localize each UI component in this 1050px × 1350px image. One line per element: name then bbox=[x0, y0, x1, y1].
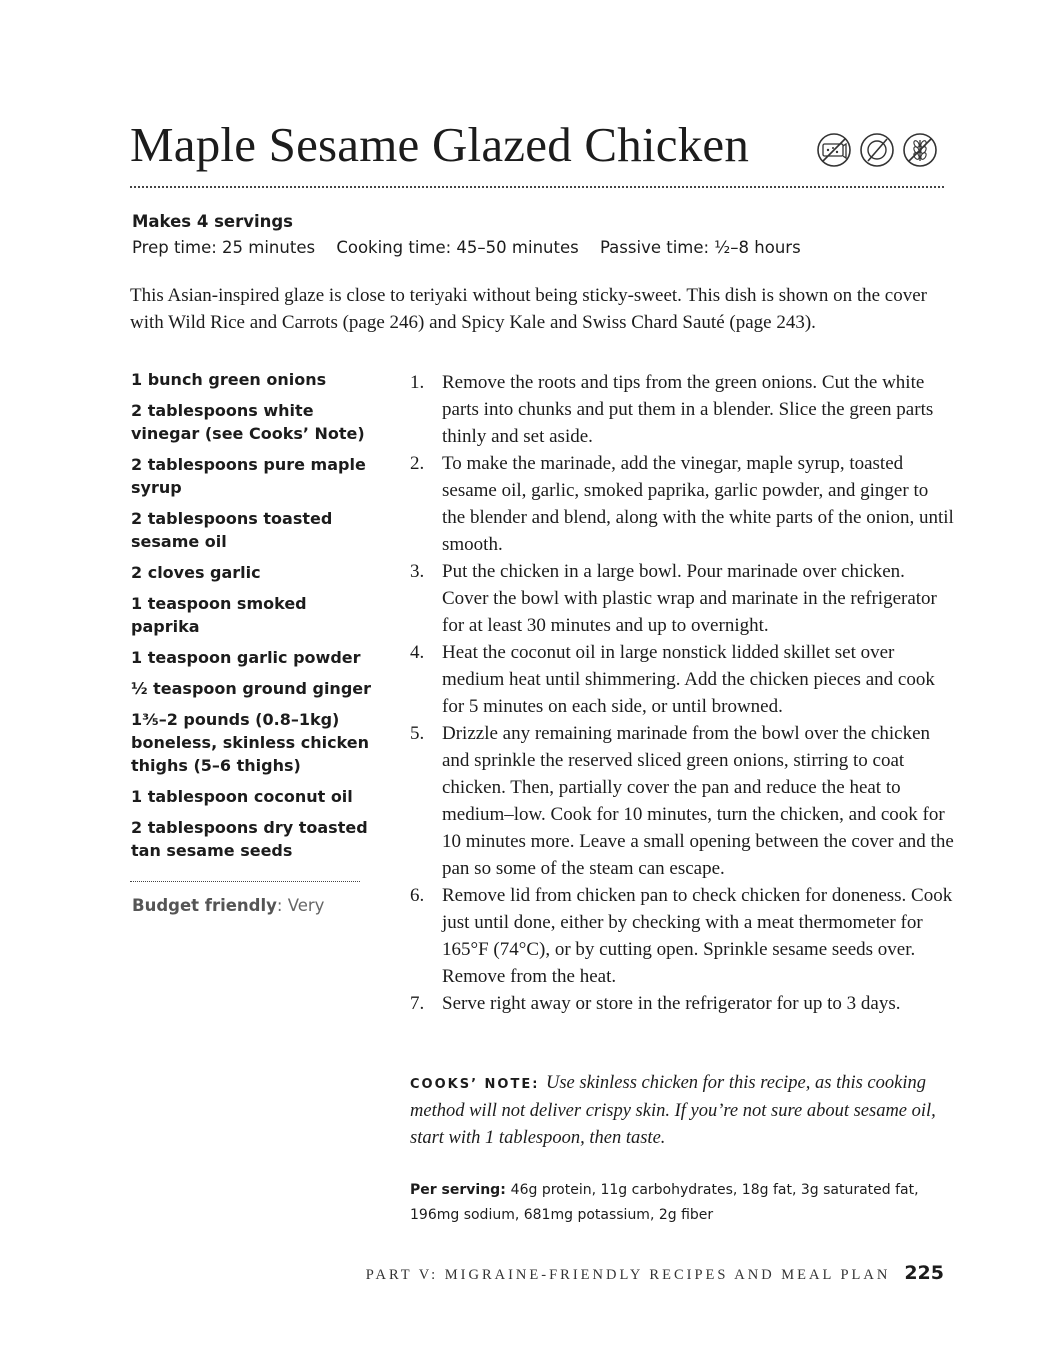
ingredient-item: 1 teaspoon garlic powder bbox=[131, 648, 361, 667]
step-item bbox=[410, 369, 955, 450]
step-text: Serve right away or store in the refrigerator for up to 3 days. bbox=[442, 993, 901, 1014]
page-number: 225 bbox=[904, 1262, 944, 1284]
footer-section: PART V: MIGRAINE-FRIENDLY RECIPES AND MEAL PLAN bbox=[365, 1267, 891, 1283]
step-number: 1. bbox=[410, 372, 425, 393]
step-number: 3. bbox=[410, 561, 425, 582]
step-number: 4. bbox=[410, 642, 425, 663]
ingredient-list bbox=[131, 368, 371, 870]
ingredient-item: 1 tablespoon coconut oil bbox=[131, 787, 353, 806]
cooking-time: Cooking time: 45–50 minutes bbox=[336, 238, 579, 258]
budget-friendly bbox=[132, 896, 324, 915]
step-item bbox=[410, 558, 955, 639]
step-number: 5. bbox=[410, 723, 425, 744]
step-text: Drizzle any remaining marinade from the bowl over the chicken and sprinkle the reserved sliced green onions, stirring to coat chicken. Then, partially cover the pan and reduce the heat to medium–low. Cook for 10 minutes, turn the chicken, and cook for 10 minutes more. Leave a small opening between the cover and the pan so some of the steam can escape. bbox=[442, 723, 954, 879]
step-text: Put the chicken in a large bowl. Pour marinade over chicken. Cover the bowl with plastic wrap and marinate in the refrigerator for at least 30 minutes and up to overnight. bbox=[442, 561, 937, 636]
cooks-note-text: Use skinless chicken for this recipe, as this cooking method will not deliver crispy skin. If you’re not sure about sesame oil, start with 1 tablespoon, then taste. bbox=[410, 1073, 936, 1148]
step-text: To make the marinade, add the vinegar, maple syrup, toasted sesame oil, garlic, smoked paprika, garlic powder, and ginger to the blender and blend, along with the white parts of the onion, until smooth. bbox=[442, 453, 954, 555]
passive-time: Passive time: ½–8 hours bbox=[599, 238, 801, 258]
ingredient-item: 2 tablespoons toasted sesame oil bbox=[131, 509, 333, 551]
ingredients-divider bbox=[130, 881, 360, 882]
per-serving: Per serving: 46g protein, 11g carbohydrates, 18g fat, 3g saturated fat, 196mg sodium, 681mg potassium, 2g fiber bbox=[410, 1182, 919, 1223]
step-number: 2. bbox=[410, 453, 425, 474]
ingredient-item: 1 teaspoon smoked paprika bbox=[131, 594, 307, 636]
recipe-intro: This Asian-inspired glaze is close to teriyaki without being sticky-sweet. This dish is shown on the cover with Wild Rice and Carrots (page 246) and Spicy Kale and Swiss Chard Sauté (page 243). bbox=[130, 285, 927, 333]
step-item bbox=[410, 720, 955, 882]
ingredient-item: 2 tablespoons dry toasted tan sesame seeds bbox=[131, 818, 368, 860]
ingredient-item: 2 tablespoons pure maple syrup bbox=[131, 455, 366, 497]
per-serving-text: 46g protein, 11g carbohydrates, 18g fat, 3g saturated fat, 196mg sodium, 681mg potassium, 2g fiber bbox=[410, 1182, 919, 1223]
step-item bbox=[410, 639, 955, 720]
diet-icons bbox=[816, 132, 938, 168]
step-text: Heat the coconut oil in large nonstick lidded skillet set over medium heat until shimmering. Add the chicken pieces and cook for 5 minutes on each side, or until browned. bbox=[442, 642, 935, 717]
ingredient-item: 2 cloves garlic bbox=[131, 563, 261, 582]
page-footer bbox=[366, 1262, 944, 1284]
cooks-note: COOKS’ NOTE: Use skinless chicken for this recipe, as this cooking method will not deliver crispy skin. If you’re not sure about sesame oil, start with 1 tablespoon, then taste. bbox=[410, 1073, 936, 1148]
no-gluten-icon bbox=[859, 132, 895, 168]
ingredient-item: 2 tablespoons white vinegar (see Cooks’ Note) bbox=[131, 401, 365, 443]
instruction-steps bbox=[410, 369, 955, 1017]
step-item bbox=[410, 990, 955, 1017]
no-grain-icon bbox=[902, 132, 938, 168]
times-row bbox=[132, 237, 817, 258]
step-text: Remove lid from chicken pan to check chicken for doneness. Cook just until done, either by checking with a meat thermometer for 165°F (74°C), or by cutting open. Sprinkle sesame seeds over. Remove from the heat. bbox=[442, 885, 953, 987]
per-serving-label: Per serving bbox=[410, 1182, 501, 1198]
step-text: Remove the roots and tips from the green onions. Cut the white parts into chunks and put them in a blender. Slice the green parts thinly and set aside. bbox=[442, 372, 934, 447]
step-item bbox=[410, 450, 955, 558]
no-dairy-icon bbox=[816, 132, 852, 168]
recipe-title: Maple Sesame Glazed Chicken bbox=[130, 117, 750, 172]
prep-time: Prep time: 25 minutes bbox=[132, 238, 316, 258]
ingredient-item: ½ teaspoon ground ginger bbox=[131, 679, 372, 698]
cooks-note-label: COOKS’ NOTE bbox=[410, 1077, 533, 1092]
step-number: 7. bbox=[410, 993, 425, 1014]
ingredient-item: 1⅗–2 pounds (0.8–1kg) boneless, skinless chicken thighs (5–6 thighs) bbox=[131, 710, 370, 775]
title-divider bbox=[130, 186, 944, 188]
budget-label: Budget friendly bbox=[132, 896, 277, 915]
recipe-meta bbox=[132, 211, 817, 259]
servings: Makes 4 servings bbox=[132, 212, 294, 231]
step-item bbox=[410, 882, 955, 990]
ingredient-item: 1 bunch green onions bbox=[131, 370, 327, 389]
step-number: 6. bbox=[410, 885, 425, 906]
budget-value: : Very bbox=[276, 896, 325, 915]
